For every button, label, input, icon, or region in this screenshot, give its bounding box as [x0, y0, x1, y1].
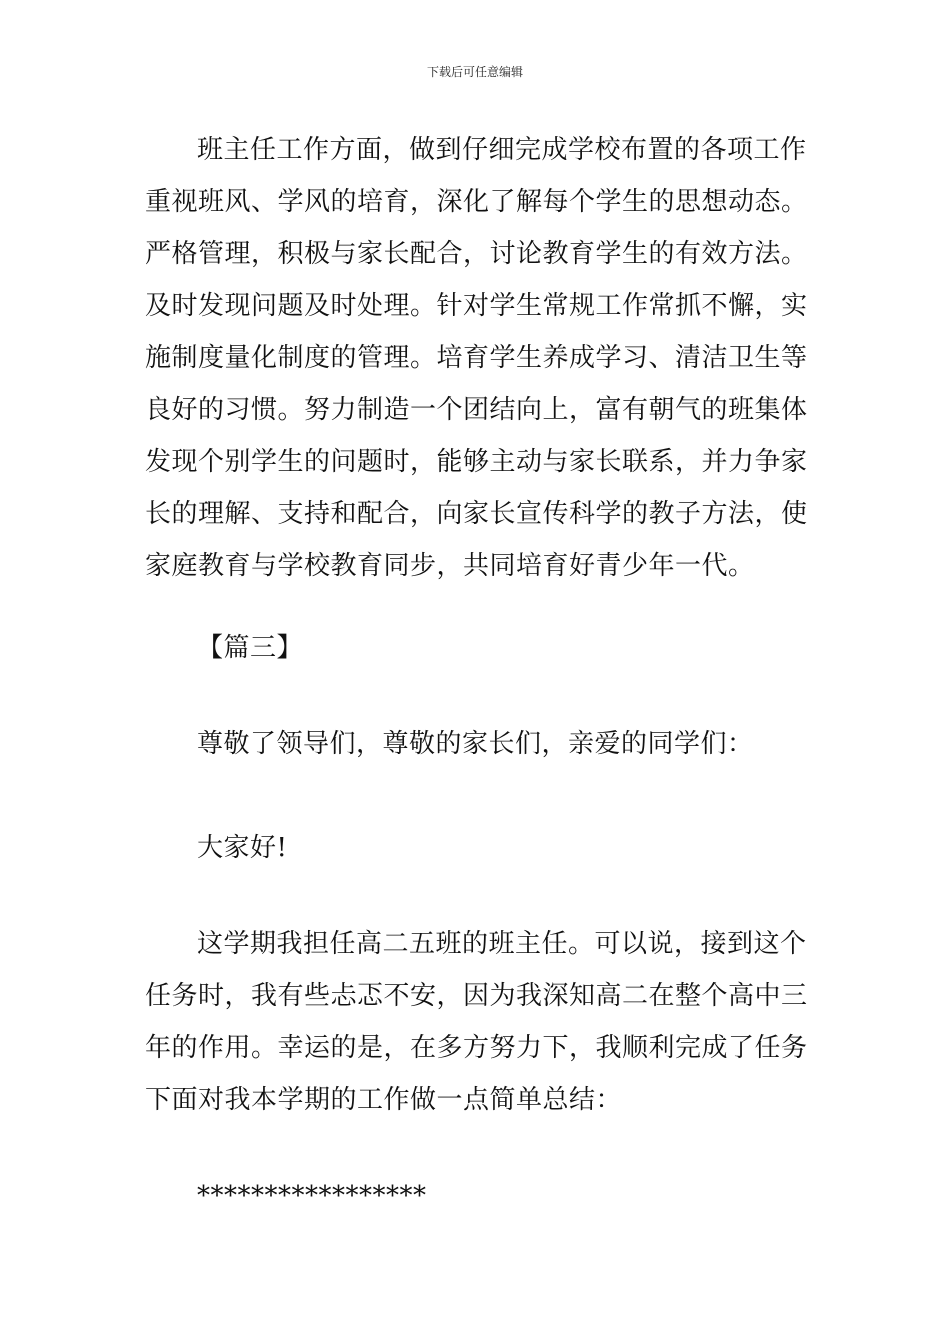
text-line: 家庭教育与学校教育同步，共同培育好青少年一代。	[145, 551, 755, 581]
text-line: 施制度量化制度的管理。培育学生养成学习、清洁卫生等	[145, 343, 808, 373]
text-line: 发现个别学生的问题时，能够主动与家长联系，并力争家	[145, 447, 808, 477]
text-line: 下面对我本学期的工作做一点简单总结：	[145, 1085, 623, 1115]
text-line: 这学期我担任高二五班的班主任。可以说，接到这个	[197, 929, 807, 959]
text-line: 良好的习惯。努力制造一个团结向上，富有朝气的班集体	[145, 395, 808, 425]
greeting: 大家好!	[197, 833, 288, 863]
text-line: 及时发现问题及时处理。针对学生常规工作常抓不懈，实	[145, 291, 808, 321]
text-line: 严格管理，积极与家长配合，讨论教育学生的有效方法。	[145, 239, 808, 269]
text-line: 重视班风、学风的培育，深化了解每个学生的思想动态。	[145, 187, 808, 217]
section-heading: 【篇三】	[197, 633, 304, 663]
page-header-note: 下载后可任意编辑	[426, 65, 523, 79]
separator-block	[145, 1170, 805, 1222]
text-line: 年的作用。幸运的是，在多方努力下，我顺利完成了任务	[145, 1033, 808, 1063]
salutation: 尊敬了领导们，尊敬的家长们，亲爱的同学们：	[197, 729, 754, 759]
asterisk-separator: *****************	[197, 1181, 427, 1211]
greeting-block	[145, 822, 805, 874]
paragraph-semester-intro	[145, 918, 808, 1126]
text-line: 长的理解、支持和配合，向家长宣传科学的教子方法，使	[145, 499, 808, 529]
salutation-block	[145, 718, 805, 770]
section-heading-block	[145, 622, 805, 674]
text-line: 任务时，我有些忐忑不安，因为我深知高二在整个高中三	[145, 981, 808, 1011]
paragraph-class-teacher-work	[145, 124, 808, 592]
text-line: 班主任工作方面，做到仔细完成学校布置的各项工作	[197, 135, 807, 165]
